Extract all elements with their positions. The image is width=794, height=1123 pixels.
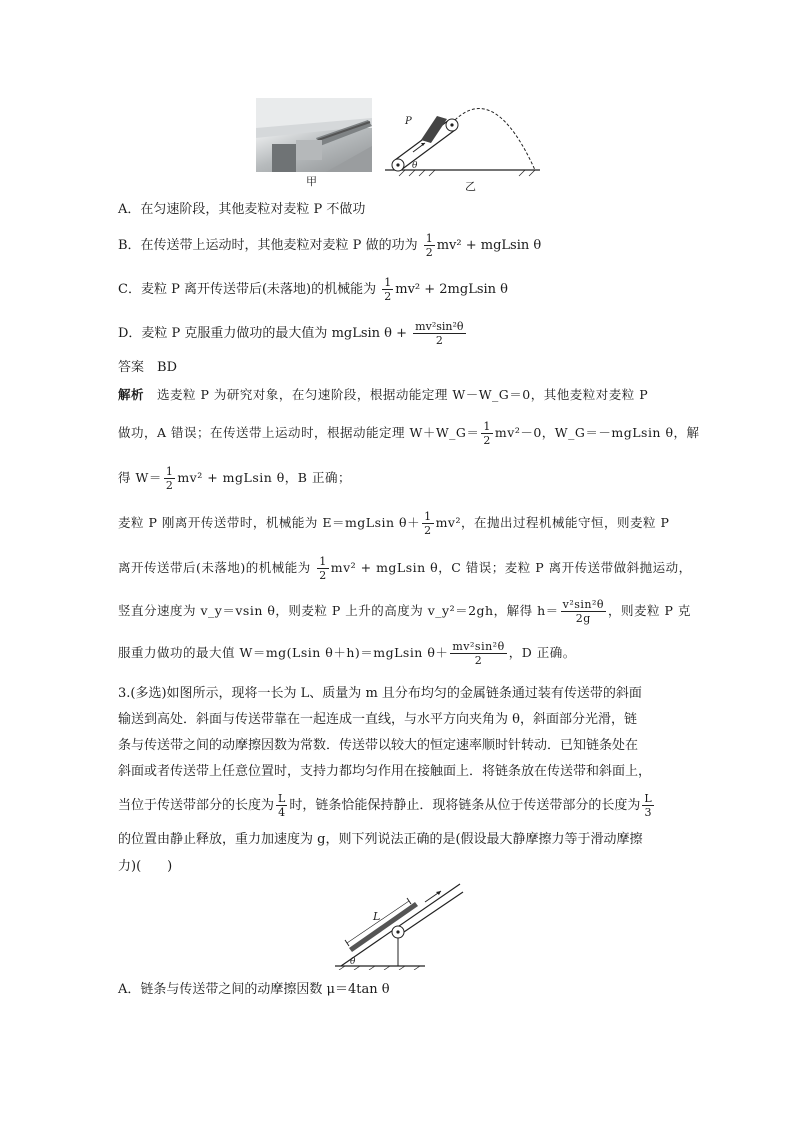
option-d: D．麦粒 P 克服重力做功的最大值为 mgLsin θ + $\frac{\text{mv²sin²θ}}{2}$ bbox=[118, 320, 464, 347]
option-c: C．麦粒 P 离开传送带后(未落地)的机械能为 $\frac{1}{2}$ mv² + 2mgLsin θ bbox=[118, 276, 509, 303]
label-l: L bbox=[373, 910, 381, 923]
option-b: B．在传送带上运动时，其他麦粒对麦粒 P 做的功为 $\frac{1}{2}$ mv² + mgLsin θ bbox=[118, 232, 542, 259]
q3-line-1: 3.(多选)如图所示，现将一长为 L、质量为 m 且分布均匀的金属链条通过装有传送带的斜面 bbox=[118, 686, 642, 701]
conveyor-diagram-yi bbox=[385, 100, 545, 180]
q3-option-a: A．链条与传送带之间的动摩擦因数 μ＝4tan θ bbox=[118, 982, 390, 997]
analysis-line-6: 竖直分速度为 v_y＝vsin θ，则麦粒 P 上升的高度为 v_y²＝2gh，解得 h＝ $\frac{\text{v²sin²θ}}{2g}$ ，则麦粒 P 克 bbox=[118, 598, 691, 625]
analysis-line-7: 服重力做功的最大值 W＝mg(Lsin θ＋h)＝mgLsin θ＋ $\frac{\text{mv²sin²θ}}{2}$ ，D 正确。 bbox=[118, 640, 576, 667]
q3-line-7: 力)( ) bbox=[118, 859, 173, 874]
caption-jia: 甲 bbox=[306, 175, 317, 188]
chain-conveyor-diagram bbox=[335, 880, 465, 970]
analysis-line-2: 做功，A 错误；在传送带上运动时，根据动能定理 W＋W_G＝ $\frac{1}{2}$ mv²－0，W_G＝－mgLsin θ，解 bbox=[118, 420, 700, 447]
q3-line-2: 输送到高处．斜面与传送带靠在一起连成一直线，与水平方向夹角为 θ，斜面部分光滑，链 bbox=[118, 712, 637, 727]
photo-figure-jia bbox=[256, 98, 372, 172]
label-p: P bbox=[405, 116, 412, 127]
analysis-line-5: 离开传送带后(未落地)的机械能为 $\frac{1}{2}$ mv² + mgLsin θ，C 错误；麦粒 P 离开传送带做斜抛运动， bbox=[118, 555, 692, 582]
q3-line-4: 斜面或者传送带上任意位置时，支持力都均匀作用在接触面上．将链条放在传送带和斜面上， bbox=[118, 764, 652, 779]
answer: 答案 BD bbox=[118, 360, 178, 375]
q3-line-5: 当位于传送带部分的长度为 $\frac{L}{4}$ 时，链条恰能保持静止．现将链条从位于传送带部分的长度为 $\frac{L}{3}$ bbox=[118, 792, 652, 819]
option-a: A．在匀速阶段，其他麦粒对麦粒 P 不做功 bbox=[118, 202, 366, 217]
q3-line-3: 条与传送带之间的动摩擦因数为常数．传送带以较大的恒定速率顺时针转动．已知链条处在 bbox=[118, 738, 639, 753]
label-theta: θ bbox=[412, 161, 418, 171]
analysis-line-1: 解析 选麦粒 P 为研究对象，在匀速阶段，根据动能定理 W－W_G＝0，其他麦粒对麦粒 P bbox=[118, 387, 649, 402]
analysis-line-4: 麦粒 P 刚离开传送带时，机械能为 E＝mgLsin θ＋ $\frac{1}{2}$ mv²，在抛出过程机械能守恒，则麦粒 P bbox=[118, 510, 670, 537]
q3-line-6: 的位置由静止释放，重力加速度为 g，则下列说法正确的是(假设最大静摩擦力等于滑动摩擦 bbox=[118, 832, 643, 847]
label-theta-2: θ bbox=[350, 957, 356, 967]
analysis-line-3: 得 W＝ $\frac{1}{2}$ mv² + mgLsin θ，B 正确； bbox=[118, 465, 351, 492]
caption-yi: 乙 bbox=[465, 180, 476, 193]
